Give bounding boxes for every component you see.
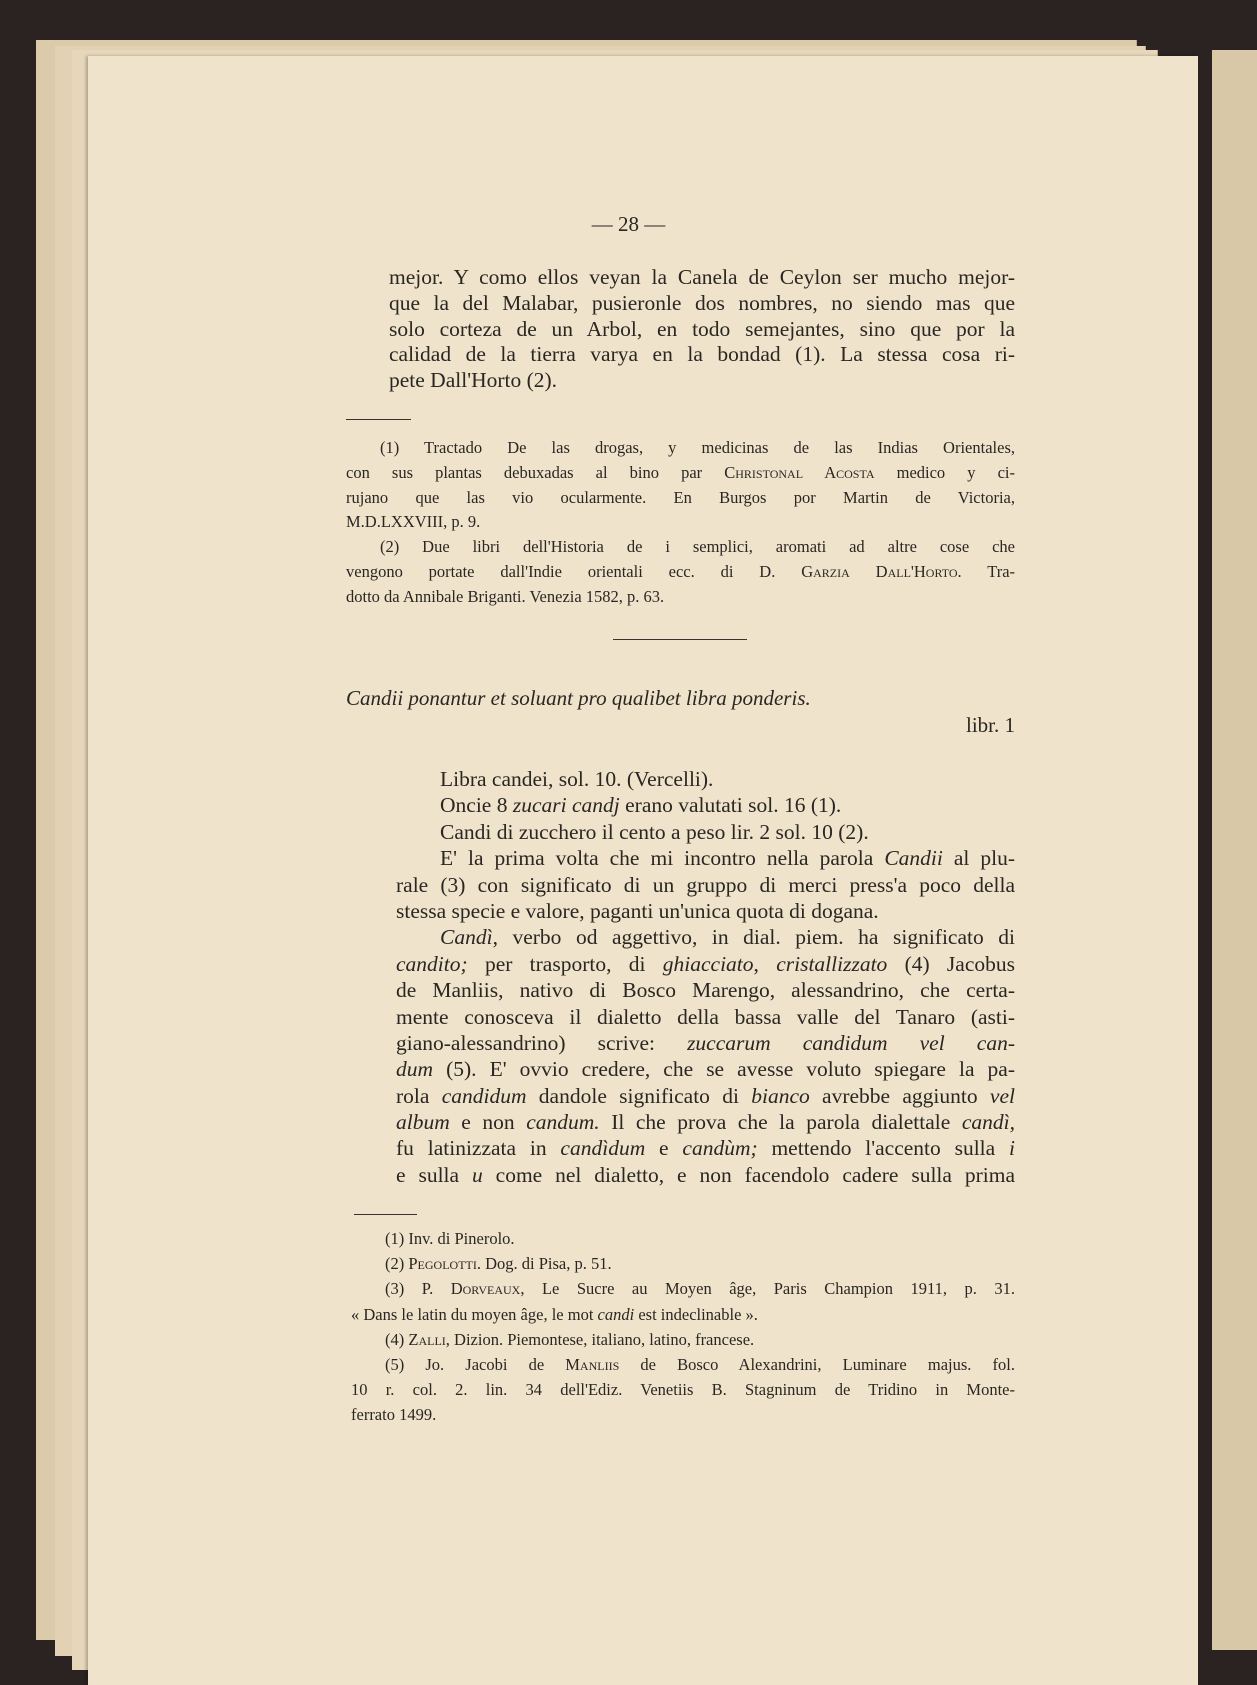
text-run: vengono portate dall'Indie orientali ecc. di D.	[346, 561, 802, 581]
text-run: Il che prova che la parola dialettale	[599, 1110, 962, 1135]
small-caps-name: Zalli	[408, 1329, 446, 1349]
footnote-rule	[346, 419, 411, 420]
main-text-top	[389, 265, 1015, 394]
italic-text: candì,	[961, 1110, 1016, 1135]
text-run: rola	[396, 1083, 442, 1108]
text-line	[396, 1083, 1015, 1109]
text-run: stessa specie e valore, paganti un'unica quota di dogana.	[396, 898, 879, 923]
text-line	[389, 342, 1015, 368]
text-run: (2) Due libri dell'Historia de i semplici, aromati ad altre cose che	[380, 537, 1015, 557]
text-run: « Dans le latin du moyen âge, le mot	[351, 1304, 598, 1324]
text-run: rale (3) con significato di un gruppo di merci press'a poco della	[396, 872, 1015, 897]
text-run: per trasporto, di	[467, 951, 663, 976]
italic-text: cristallizzato	[776, 951, 888, 976]
text-run: de Manliis, nativo di Bosco Marengo, alessandrino, che certa-	[396, 978, 1015, 1003]
text-run: mejor. Y como ellos veyan la Canela de Ceylon ser mucho mejor-	[389, 265, 1015, 289]
italic-text: candìdum	[560, 1136, 646, 1161]
text-run: (5). E' ovvio credere, che se avesse voluto spiegare la pa-	[433, 1057, 1015, 1082]
small-caps-name: Manliis	[565, 1354, 620, 1374]
text-line	[396, 1056, 1015, 1082]
small-caps-name: Garzia Dall'Horto	[801, 561, 958, 581]
footnote-line	[351, 1276, 1015, 1301]
text-run: ferrato 1499.	[351, 1405, 437, 1425]
text-run: come nel dialetto, e non facendolo cadere sulla prima	[482, 1162, 1015, 1187]
italic-text: vel	[989, 1083, 1015, 1108]
footnote-rule	[354, 1214, 417, 1215]
text-run: con sus plantas debuxadas al bino par	[346, 462, 725, 482]
text-line	[396, 898, 1015, 924]
text-line	[396, 819, 1015, 845]
facing-page-edge	[1212, 50, 1257, 1650]
text-run: dandole significato di	[526, 1083, 752, 1108]
italic-text: candidum	[441, 1083, 527, 1108]
text-run: e non	[449, 1110, 527, 1135]
text-run: que la del Malabar, pusieronle dos nombres, no siendo mas que	[389, 290, 1015, 315]
page-number: — 28 —	[591, 212, 666, 236]
text-run: giano-alessandrino) scrive:	[396, 1030, 688, 1055]
italic-text: i	[1009, 1136, 1015, 1161]
text-line	[396, 872, 1015, 898]
text-line	[396, 1109, 1015, 1135]
footnotes-bottom	[351, 1226, 1015, 1428]
footnotes-top	[346, 436, 1015, 610]
text-run: (1) Tractado De las drogas, y medicinas de las Indias Orientales,	[380, 438, 1015, 457]
text-line	[396, 845, 1015, 871]
text-run: e	[645, 1136, 683, 1161]
footnote-line	[351, 1251, 1015, 1276]
text-run: mettendo l'accento sulla	[757, 1136, 1010, 1161]
text-run: 10 r. col. 2. lin. 34 dell'Ediz. Venetiis B. Stagninum de Tridino in Monte-	[351, 1380, 1015, 1400]
text-run: mente conosceva il dialetto della bassa valle del Tanaro (asti-	[396, 1004, 1015, 1029]
text-run: , Dizion. Piemontese, italiano, latino, francese.	[445, 1329, 755, 1349]
text-run: calidad de la tierra varya en la bondad (1). La stessa cosa ri-	[389, 342, 1015, 367]
italic-text: Candii	[884, 846, 943, 871]
text-line	[396, 792, 1015, 818]
text-run: est indeclinable ».	[634, 1304, 758, 1324]
text-line	[396, 1135, 1015, 1161]
text-run: (4) Jacobus	[887, 951, 1015, 976]
text-run: (5) Jo. Jacobi de	[385, 1354, 566, 1374]
text-line	[396, 951, 1015, 977]
footnote-line	[351, 1226, 1015, 1251]
text-run: de Bosco Alexandrini, Luminare majus. fol.	[619, 1354, 1015, 1374]
footnote-line	[351, 1327, 1015, 1352]
text-line	[389, 265, 1015, 291]
text-run: e sulla	[396, 1162, 472, 1187]
text-run: Candi di zucchero il cento a peso lir. 2 sol. 10 (2).	[440, 819, 869, 844]
text-line	[396, 977, 1015, 1003]
text-run: , verbo od aggettivo, in dial. piem. ha significato di	[492, 925, 1015, 950]
italic-text: candito;	[396, 951, 468, 976]
text-run: erano valutati sol. 16 (1).	[619, 793, 842, 818]
italic-text: ghiacciato	[662, 951, 754, 976]
text-run: (3) P.	[385, 1279, 451, 1299]
footnote-line	[346, 560, 1015, 585]
text-run: al plu-	[942, 846, 1016, 871]
text-line	[389, 317, 1015, 343]
text-run: Libra candei, sol. 10. (Vercelli).	[440, 767, 714, 791]
italic-text: candùm;	[682, 1136, 758, 1161]
footnote-line	[351, 1377, 1015, 1402]
text-run: . Tra-	[957, 561, 1016, 581]
small-caps-name: Dorveaux	[450, 1279, 521, 1299]
text-run: Oncie 8	[440, 793, 513, 818]
italic-text: zucari candj	[512, 793, 620, 818]
text-line	[396, 1004, 1015, 1030]
italic-text: bianco	[751, 1083, 810, 1108]
small-caps-name: Christonal Acosta	[724, 462, 875, 482]
main-text-bottom	[396, 766, 1015, 1188]
footnote-line	[346, 486, 1015, 511]
text-run: medico y ci-	[874, 462, 1016, 482]
footnote-line	[351, 1302, 1015, 1327]
footnote-line	[346, 436, 1015, 461]
text-run: , Le Sucre au Moyen âge, Paris Champion 1911, p. 31.	[520, 1279, 1016, 1299]
italic-text: u	[471, 1162, 483, 1187]
text-line	[396, 766, 1015, 792]
footnote-line	[346, 510, 1015, 535]
text-line	[389, 368, 1015, 394]
text-run: E' la prima volta che mi incontro nella parola	[440, 846, 885, 871]
text-run: (2)	[385, 1254, 409, 1274]
text-run: solo corteza de un Arbol, en todo semejantes, sino que por la	[389, 316, 1015, 341]
text-run: . Dog. di Pisa, p. 51.	[476, 1254, 612, 1274]
text-run: (1) Inv. di Pinerolo.	[385, 1229, 515, 1248]
italic-text: Candì	[440, 925, 493, 950]
text-run: M.D.LXXVIII, p. 9.	[346, 512, 481, 532]
section-heading-value: libr. 1	[965, 713, 1015, 737]
italic-text: album	[396, 1110, 450, 1135]
footnote-line	[351, 1402, 1015, 1427]
text-run: fu latinizzata in	[396, 1136, 561, 1161]
italic-text: candum.	[526, 1110, 600, 1135]
footnote-line	[346, 585, 1015, 610]
text-line	[396, 924, 1015, 950]
text-line	[389, 291, 1015, 317]
text-line	[396, 1030, 1015, 1056]
small-caps-name: Pegolotti	[408, 1254, 477, 1274]
text-run: (4)	[385, 1329, 409, 1349]
footnote-line	[346, 461, 1015, 486]
text-run: ,	[753, 951, 777, 976]
italic-text: dum	[396, 1057, 434, 1082]
italic-text: zuccarum candidum vel can-	[687, 1030, 1015, 1055]
section-heading: Candii ponantur et soluant pro qualibet libra ponderis.	[346, 686, 811, 710]
section-divider	[613, 639, 747, 640]
footnote-line	[346, 535, 1015, 560]
text-run: pete Dall'Horto (2).	[389, 368, 558, 393]
footnote-line	[351, 1352, 1015, 1377]
text-run: avrebbe aggiunto	[809, 1083, 990, 1108]
text-run: rujano que las vio ocularmente. En Burgos por Martin de Victoria,	[346, 487, 1015, 507]
text-run: dotto da Annibale Briganti. Venezia 1582, p. 63.	[346, 586, 665, 606]
italic-text: candi	[597, 1304, 635, 1324]
text-line	[396, 1162, 1015, 1188]
